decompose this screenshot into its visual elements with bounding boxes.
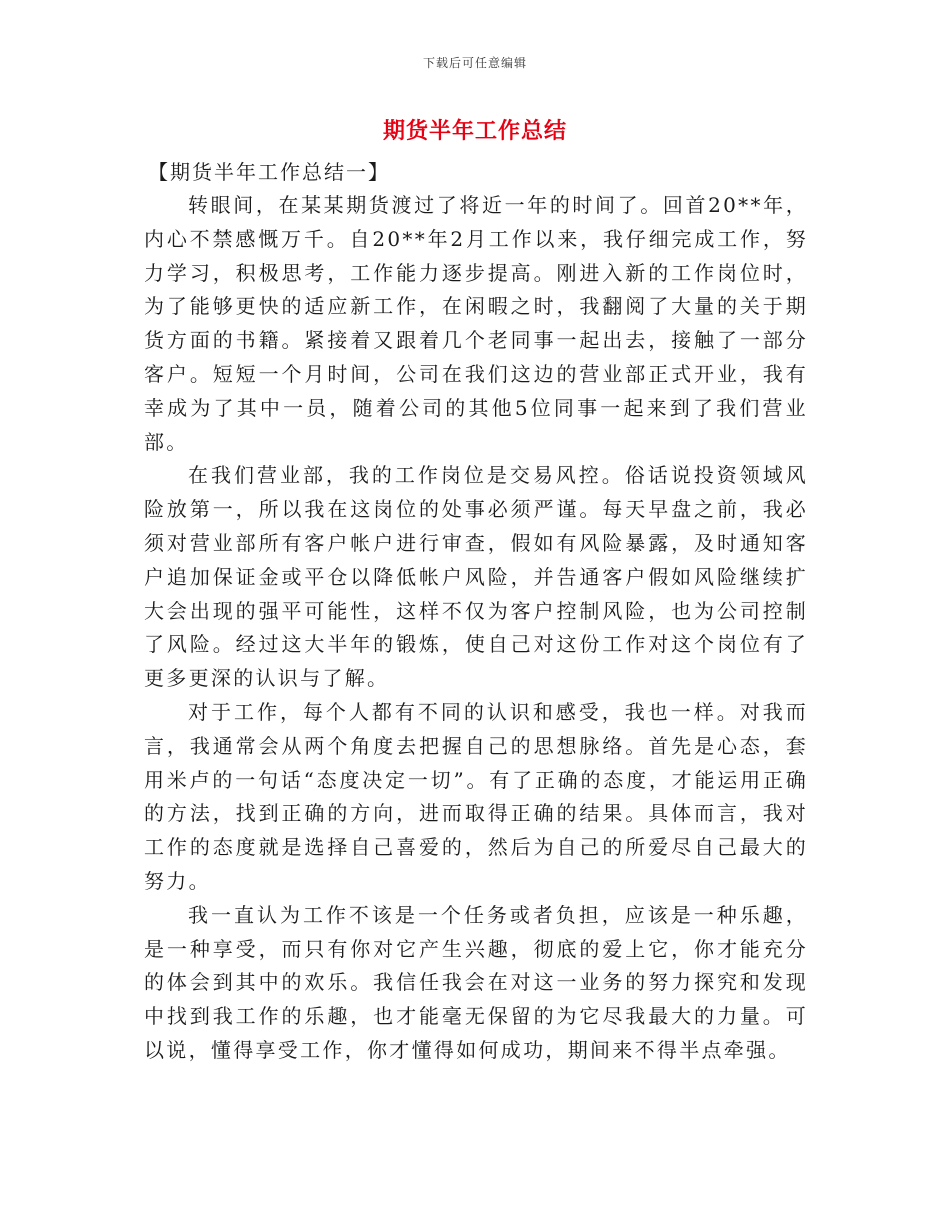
paragraph-4: 我一直认为工作不该是一个任务或者负担，应该是一种乐趣，是一种享受，而只有你对它产生兴趣，彻底的爱上它，你才能充分的体会到其中的欢乐。我信任我会在对这一业务的努力探究和发现中找到我工作的乐趣，也才能毫无保留的为它尽我最大的力量。可以说，懂得享受工作，你才懂得如何成功，期间来不得半点牵强。: [144, 902, 808, 1062]
document-body: [144, 156, 808, 1068]
paragraph-1: 转眼间，在某某期货渡过了将近一年的时间了。回首20**年，内心不禁感慨万千。自20**年2月工作以来，我仔细完成工作，努力学习，积极思考，工作能力逐步提高。刚进入新的工作岗位时，为了能够更快的适应新工作，在闲暇之时，我翻阅了大量的关于期货方面的书籍。紧接着又跟着几个老同事一起出去，接触了一部分客户。短短一个月时间，公司在我们这边的营业部正式开业，我有幸成为了其中一员，随着公司的其他5位同事一起来到了我们营业部。: [144, 193, 808, 454]
document-title: 期货半年工作总结: [382, 118, 567, 144]
paragraph-3: 对于工作，每个人都有不同的认识和感受，我也一样。对我而言，我通常会从两个角度去把握自己的思想脉络。首先是心态，套用米卢的一句话“态度决定一切”。有了正确的态度，才能运用正确的方法，找到正确的方向，进而取得正确的结果。具体而言，我对工作的态度就是选择自己喜爱的，然后为自己的所爱尽自己最大的努力。: [144, 699, 808, 893]
page-header-note: 下载后可任意编辑: [422, 56, 527, 70]
section-heading: 【期货半年工作总结一】: [148, 160, 390, 184]
paragraph-2: 在我们营业部，我的工作岗位是交易风控。俗话说投资领域风险放第一，所以我在这岗位的处事必须严谨。每天早盘之前，我必须对营业部所有客户帐户进行审查，假如有风险暴露，及时通知客户追加保证金或平仓以降低帐户风险，并告通客户假如风险继续扩大会出现的强平可能性，这样不仅为客户控制风险，也为公司控制了风险。经过这大半年的锻炼，使自己对这份工作对这个岗位有了更多更深的认识与了解。: [144, 463, 808, 691]
